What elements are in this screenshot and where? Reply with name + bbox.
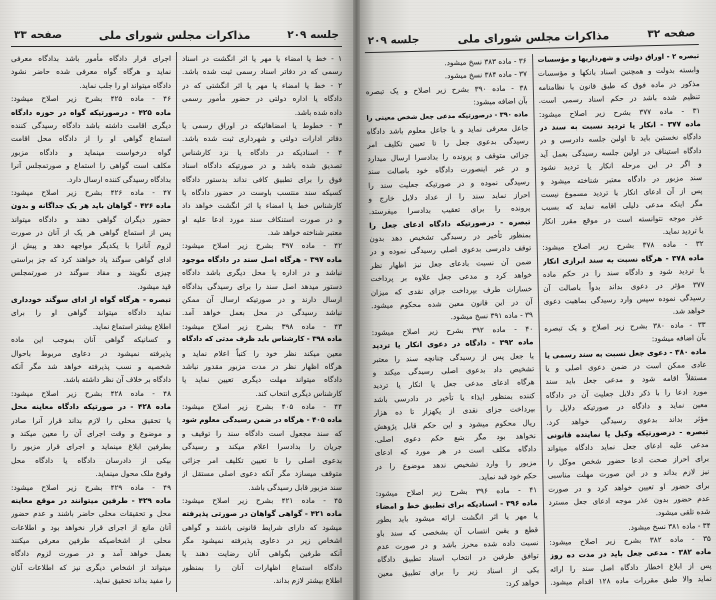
text-line: یا تردید نماید.: [662, 226, 704, 237]
text-line: ۴۷ - ماده ۴۲۶ بشرح زیر اصلاح میشود:: [11, 187, 171, 197]
text-line: ۳۱ - ماده ۳۷۷ بشرح زیر اصلاح میشود:: [538, 105, 701, 119]
text-line: توافق طرفین در انتخاب اسناد تطبیق دادگاه: [377, 551, 539, 565]
text-line: مکلف است گواهی را استماع و صورتمجلس آنرا: [11, 161, 171, 171]
text-line: ۳۸ - ماده ۳۹۰ بشرح زیر اصلاح و یک تبصره: [365, 82, 528, 96]
text-line: قطع و یقین انتساب آن بشخصی که سند باو: [376, 524, 539, 538]
text-line: رسیدگی بدعوی جعل را تا تعیین تکلیف امر: [367, 136, 529, 150]
text-line: مورد ادعا را با ذکر دلایل جعلیت آن در دادگاه: [545, 386, 708, 400]
text-line: ۳۵ - ماده ۳۸۲ بشرح زیر اصلاح میشود:: [549, 533, 711, 547]
text-line: عادی ممکن است در ضمن دعوی اصلی و یا: [545, 359, 707, 373]
text-line: میتواند از اشخاص دیگری نیز که اطلاعات آنان: [11, 562, 171, 572]
text-line: رسیدگی نموده و در صورتیکه جعلیت سند را: [368, 176, 530, 190]
text-line: ریال محکوم میشود و این حکم قابل پژوهش: [373, 417, 536, 431]
text-line: رسمی که در دفاتر اسناد رسمی ثبت شده باشد.: [182, 67, 342, 77]
text-line: برای حضور او تعیین خواهد کرد و در صورت: [548, 480, 710, 494]
text-line: و موضوع و وقت اجرای آن را معین میکند و: [11, 428, 171, 438]
text-line: کارشناس خط یا امضاء یا اثر انگشت خواهد داد: [182, 201, 342, 211]
text-line: ۴۹ - ماده ۴۲۹ بشرح زیر اصلاح میشود:: [11, 482, 171, 492]
text-line: جریان را بدادسرا اعلام میکند و رسیدگی: [182, 442, 342, 452]
text-line: که سند مجعول است دادگاه سند را توقیف و: [182, 428, 342, 438]
text-line: ارسال دارند و در صورتیکه ارسال آن ممکن: [182, 295, 342, 305]
text-line: عدم حضور بدون عذر موجه ادعای جعل مسترد: [548, 493, 711, 507]
text-line: چیزی نگویند و مفاد سوگند در صورتمجلس: [11, 268, 171, 278]
text-line: بپرداخت جزای نقدی از یکهزار تا ده هزار: [373, 404, 536, 418]
text-line: دادگاه میتواند او را جلب نماید.: [79, 80, 171, 90]
text-line: پذیرفته نمیشود در دعاوی مربوط باحوال: [11, 348, 171, 358]
text-line: دادگاه بر خلاف آن نظر داشته باشد.: [63, 375, 171, 385]
article-heading: ماده ۳۹۰ - درصورتیکه مدعی جعل شخص معینی را: [366, 109, 529, 122]
text-line: سند مزبور قابل رسیدگی باشد.: [248, 482, 342, 492]
text-line: کارشناس دیگری انتخاب کند.: [255, 388, 342, 398]
text-line: توقف دادرسی بدعوی اصلی رسیدگی نموده و در: [369, 243, 532, 257]
text-line: ۴۸ - ماده ۴۲۸ بشرح زیر اصلاح میشود:: [11, 388, 171, 398]
text-line: پس از آن ادعای انکار یا تردید مسموع نیست: [540, 185, 703, 199]
article-heading: ماده ۳۸۲ - مدعی جعل باید در مدت ده روز: [549, 547, 712, 561]
text-line: ۴ - اسنادیکه در دادگاه یا نزد کارشناس: [182, 147, 342, 157]
text-line: وابسته بدولت و همچنین اسناد بانکها و مؤسسات: [537, 65, 700, 79]
text-line: پس از استماع گواهی هر یک از آنان در صورت: [11, 228, 171, 238]
text-line: دادگاه نخستین باید تا اولین جلسه دادرسی و در: [539, 132, 702, 146]
text-line: بدادگاه رسیدگی کننده ارسال دارد.: [66, 174, 171, 184]
text-line: ۴۰ - ماده ۳۹۲ بشرح زیر اصلاح میشود:: [371, 323, 534, 337]
text-line: میشود که دارای شرایط قانونی باشند و گواهی: [182, 522, 342, 532]
text-line: ضمن آن نسبت بادعای جعل نیز اظهار نظر: [369, 257, 532, 270]
text-line: ۳۳ - ماده ۳۸۰ بشرح زیر اصلاح و یک تبصره: [544, 319, 706, 333]
text-line: ۳۹ - ماده ۳۹۱ نسخ میشود.: [450, 310, 533, 322]
text-line: خواهد کرد و مدعی جعل علاوه بر پرداخت: [370, 270, 532, 284]
text-line: و در غیر اینصورت دادگاه خود باصالت سند: [367, 163, 530, 177]
page-sheet: [0, 0, 353, 600]
text-line: یا تردید شود و دادگاه سند را در حکم ماده: [542, 266, 705, 280]
text-line: جزائی متوقف و پرونده را بدادسرا ارسال میدارد: [367, 149, 530, 163]
text-line: احراز نماید سند را از عداد دلایل خارج و: [368, 190, 531, 204]
text-line: مگر اینکه مدعی دلیلی اقامه نماید که بسبب: [541, 199, 703, 213]
page-number: صفحه ۳۲: [647, 27, 696, 41]
text-line: ۴۳ - ماده ۳۹۸ بشرح زیر اصلاح میشود:: [182, 321, 342, 331]
header-rule: [11, 46, 342, 47]
text-line: معین نماید و دادگاه در صورتیکه دلایل را: [546, 400, 708, 413]
text-line: دادگاه میتواند مهلت دیگری تعیین نماید یا: [182, 375, 342, 385]
text-line: نخواهد بود مگر بتبع حکم دعوی اصلی.: [374, 431, 536, 444]
text-columns: [11, 52, 342, 592]
text-line: بآن اضافه میشود:: [473, 96, 528, 107]
text-line: ادای گواهی سوگند یاد خواهند کرد که جز براستی: [11, 254, 171, 264]
text-line: پس از ابلاغ اخطار دادگاه اصل سند را ارائه: [549, 560, 712, 574]
text-columns: [365, 50, 712, 598]
article-heading: تبصره ۲ - اوراق دولتی و شهرداریها و مؤسسات: [537, 51, 700, 64]
text-line: ۳۲ - ماده ۳۷۸ بشرح زیر اصلاح میشود:: [542, 239, 704, 253]
text-line: مذکور در ماده فوق که طبق قانون یا نظامنامه: [538, 78, 700, 92]
text-line: مستقلاً اقامه شود و مدعی جعل باید سند: [545, 373, 708, 387]
session-number: جلسه ۲۰۹: [287, 29, 339, 41]
article-heading: ماده ۴۲۵ - درصورتیکه گواه در حوزه دادگاه: [11, 107, 171, 117]
text-line: دادگاه استماع اظهارات آنان را بمنظور: [182, 562, 342, 572]
article-heading: ماده ۳۷۷ - انکار یا تردید نسبت به سند در: [539, 118, 701, 132]
text-line: نسبت داده شده محرز باشد و در صورت عدم: [376, 538, 539, 552]
text-line: سند مزبور در دادگاه معتبر شناخته میشود و: [540, 172, 703, 186]
text-line: نماید و هرگاه گواه معرفی شده حاضر نشود: [11, 67, 171, 77]
article-heading: تبصره - هرگاه گواه از ادای سوگند خودداری: [11, 295, 171, 305]
book-gutter: [353, 0, 360, 600]
text-line: یا مهر یا اثر انگشت ارائه میشود باید بطور: [376, 511, 538, 525]
text-line: حضور دیگران گواهی دهند و دادگاه میتواند: [11, 214, 171, 224]
text-line: دادگاه یا اداره دولتی در حضور مأمور رسمی: [182, 94, 342, 104]
text-line: ۳ - خطوط یا امضاهائیکه در اوراق رسمی یا: [182, 120, 342, 130]
text-line: محل و تحقیقات محلی حاضر باشند و عدم حضور: [11, 509, 171, 519]
text-line: بآن اضافه میشود:: [651, 333, 707, 344]
article-heading: تبصره - درصورتیکه دادگاه ادعای جعل را: [369, 216, 531, 230]
text-line: نباشد و در اداره یا محل دیگری باشد دادگاه: [182, 268, 342, 278]
text-line: کننده بمنظور ایذاء یا تأخیر در دادرسی باشد: [373, 390, 535, 404]
article-heading: ماده ۳۹۲ - دادگاه در دعوی انکار یا تردید: [371, 337, 534, 351]
text-line: مزبور را وارد تشخیص ندهد موضوع را در: [374, 457, 537, 471]
article-heading: ماده ۳۹۶ - اسنادیکه برای تطبیق خط و امضاء: [375, 497, 538, 511]
text-column-right: [182, 52, 342, 592]
text-line: و در صورت استنکاف سند مورد ادعا علیه او: [182, 214, 342, 224]
text-line: استماع گواهی او را از دادگاه محل اقامت: [11, 134, 171, 144]
text-line: بطرفین ابلاغ مینماید و اجرای قرار مزبور را: [11, 442, 171, 452]
text-line: گواه درخواست مینماید و دادگاه مزبور: [11, 147, 171, 157]
text-line: لزوم آنانرا با یکدیگر مواجهه دهد و پیش از: [11, 241, 171, 251]
text-line: فوق را برای تطبیق کافی نداند بدستور دادگاه: [182, 174, 342, 184]
article-heading: ماده ۴۲۸ - در صورتیکه دادگاه معاینه محل: [11, 402, 171, 412]
text-line: نماید دادگاه میتواند گواهی او را برای: [11, 308, 171, 318]
text-line: یکی از اسناد زیر را برای تطبیق معین: [377, 564, 540, 578]
text-line: بیکی از دادرسان دادگاه یا دادگاه محل: [11, 455, 171, 465]
text-line: دیگری اقامت داشته باشد دادگاه رسیدگی کننده: [11, 120, 171, 130]
text-line: دفاتر ادارات دولتی و شهرداری ثبت شده باشد.: [182, 134, 342, 144]
text-line: نباشد رسیدگی در محل بعمل خواهد آمد.: [182, 308, 342, 318]
text-line: اطلاع بیشتر لازم بداند.: [273, 576, 342, 586]
text-line: ۴۴ - ماده ۴۰۵ بشرح زیر اصلاح میشود:: [182, 402, 342, 412]
page-right: [360, 0, 716, 600]
article-heading: ماده ۳۹۸ - کارشناس باید ظرف مدتی که دادگاه: [182, 335, 342, 344]
text-line: بمنظور تأخیر در رسیدگی تشخیص دهد بدون: [369, 230, 532, 244]
text-line: معتبر شناخته خواهد شد.: [267, 228, 342, 238]
text-line: مدعی علیه ادعای جعل نماید دادگاه میتواند: [547, 440, 709, 454]
text-line: متوقف میسازد مگر آنکه دعوی اصلی مستقل از: [182, 469, 342, 479]
text-line: و کسانیکه گواهی آنان بموجب این ماده: [11, 335, 171, 345]
text-line: اطلاع بیشتر استماع نماید.: [92, 321, 171, 331]
text-line: ۴۲ - ماده ۳۹۷ بشرح زیر اصلاح میشود:: [182, 241, 342, 251]
text-line: اشخاص زیر در دعاوی پذیرفته نمیشود مگر: [182, 536, 342, 546]
text-line: یا جعل پس از رسیدگی چنانچه سند را معتبر: [372, 350, 534, 364]
text-line: ۲ - خط یا امضاء یا مهر یا اثر انگشتی که در: [182, 80, 342, 90]
article-heading: ماده ۳۹۷ - هرگاه اصل سند در دادگاه موجود: [182, 254, 342, 264]
text-column-right: [537, 50, 712, 594]
text-line: دستور میدهد اصل سند را برای رسیدگی بدادگاه: [182, 281, 342, 291]
text-line: ۴۶ - ماده ۴۲۵ بشرح زیر اصلاح میشود:: [11, 94, 171, 104]
text-line: محلی از اشخاصیکه طرفین معرفی میکنند: [11, 536, 171, 546]
text-line: ۳۶ - ماده ۳۸۳ نسخ میشود.: [444, 56, 527, 68]
text-line: آنکه طرفین بگواهی آنان رضایت دهند یا: [182, 549, 342, 559]
text-line: ۳۷ - ماده ۳۸۴ نسخ میشود.: [444, 69, 528, 81]
text-line: بعمل خواهد آمد و در صورت لزوم دادگاه: [11, 549, 171, 559]
journal-title: مذاکرات مجلس شورای ملی: [98, 28, 251, 42]
text-line: و اگر در این مرحله انکار یا تردید نشود: [540, 159, 702, 173]
text-line: وقوع ملک محول مینماید.: [95, 469, 171, 479]
text-line: پرونده را برای تعقیب بدادسرا میفرستد.: [368, 203, 531, 217]
running-header: [14, 27, 339, 43]
page-left: [0, 0, 353, 600]
article-heading: ماده ۴۲۱ - گواهی گواهان در صورتی پذیرفته: [182, 509, 342, 519]
article-heading: تبصره - درصورتیکه وکیل یا نماینده قانونی: [546, 426, 709, 440]
text-line: تنظیم شده باشد در حکم اسناد رسمی است.: [538, 92, 701, 106]
text-column-left: [11, 52, 171, 592]
text-line: دادگاه مکلف است در هر مورد که ادعای: [374, 444, 537, 458]
text-line: دادگاه استیناف در اولین جلسه رسیدگی بعمل آید: [539, 145, 702, 159]
session-number: جلسه ۲۰۹: [367, 33, 420, 48]
text-line: خواهد کرد:: [505, 578, 540, 589]
text-line: قید میشود.: [137, 281, 171, 291]
text-line: ۳۴ - ماده ۳۸۱ نسخ میشود.: [628, 520, 711, 532]
text-line: کسیکه سند منتسب باوست در حضور دادگاه یا: [182, 187, 342, 197]
text-line: آن در این قانون معین شده محکوم میشود.: [370, 297, 533, 311]
text-line: خواهد شد.: [672, 306, 706, 317]
text-line: حکم خود قید نماید.: [478, 471, 537, 482]
text-line: ۱ - خط یا امضاء یا مهر یا اثر انگشت در اسناد: [182, 54, 342, 63]
page-sheet: [360, 0, 716, 600]
text-line: ۴۵ - ماده ۴۲۱ بشرح زیر اصلاح میشود:: [182, 495, 342, 505]
journal-title: مذاکرات مجلس شورای ملی: [457, 28, 610, 46]
article-heading: ماده ۴۰۵ - هرگاه در ضمن رسیدگی معلوم شود: [182, 415, 342, 424]
text-line: برای احراز صحت ادعا حضور شخص موکل را: [547, 453, 710, 467]
text-line: هرگاه اظهار نظر در مدت مزبور مقدور نباشد: [182, 361, 342, 371]
text-line: شده تلقی میشود.: [655, 507, 711, 518]
article-heading: ماده ۴۲۹ - طرفین میتوانند در موقع معاینه: [11, 495, 171, 505]
text-line: مؤثر بداند بدعوی رسیدگی خواهد کرد.: [546, 413, 709, 427]
text-line: خسارات طرف بپرداخت جزای نقدی که میزان: [370, 283, 533, 297]
text-line: نیز لازم بداند و در این صورت مهلت مناسبی: [547, 466, 710, 480]
text-line: را مفید بداند تحقیق نماید.: [93, 576, 171, 586]
article-heading: ماده ۳۷۸ - هرگاه نسبت به سند ابرازی انکار: [542, 252, 705, 266]
article-heading: ماده ۳۸۰ - دعوی جعل نسبت به سند رسمی یا: [544, 346, 707, 360]
page-number: صفحه ۳۳: [14, 29, 63, 41]
text-column-left: [365, 54, 540, 598]
text-line: بدعوی اصلی را تا تعیین تکلیف امر جزائی: [182, 455, 342, 465]
text-line: هرگاه ادعای مدعی جعل یا انکار یا تردید: [372, 377, 535, 391]
text-line: رسیدگی نموده سپس وارد رسیدگی بماهیت دعوی: [543, 292, 706, 306]
text-line: آنان مانع از اجرای قرار نخواهد بود و اطلاعات: [11, 522, 171, 532]
text-line: اجرای قرار دادگاه مأمور باشد بدادگاه معرفی: [11, 54, 171, 63]
text-line: داده شده باشد.: [294, 107, 342, 117]
text-line: معین میکند نظر خود را کتباً اعلام نماید و: [182, 348, 342, 358]
text-line: ۳۷۷ مؤثر در دعوی بداند بدواً باصالت آن: [543, 279, 705, 293]
text-line: ۴۱ - ماده ۳۹۶ بشرح زیر اصلاح میشود:: [375, 484, 538, 498]
text-line: یا تحقیق محلی را لازم بداند قرار آنرا صادر: [11, 415, 171, 425]
text-line: شخصیه و نسب پذیرفته خواهد شد مگر آنکه: [11, 361, 171, 371]
column-divider: [176, 52, 177, 592]
text-line: تصدیق شده باشد و در صورتیکه دادگاه اسناد: [182, 161, 342, 171]
text-line: جاعل معرفی نماید و یا جاعل معلوم باشد دادگاه: [366, 123, 529, 137]
article-heading: ماده ۴۲۶ - گواهان باید هر یک جداگانه و بدون: [11, 201, 171, 211]
text-line: نماید والا طبق مقررات ماده ۱۲۸ اقدام میشود.: [550, 574, 712, 588]
text-line: تشخیص داد بدعوی اصلی رسیدگی میکند و: [372, 364, 535, 378]
text-line: عذر موجه نتوانسته است در موقع مقرر انکار: [541, 212, 704, 226]
